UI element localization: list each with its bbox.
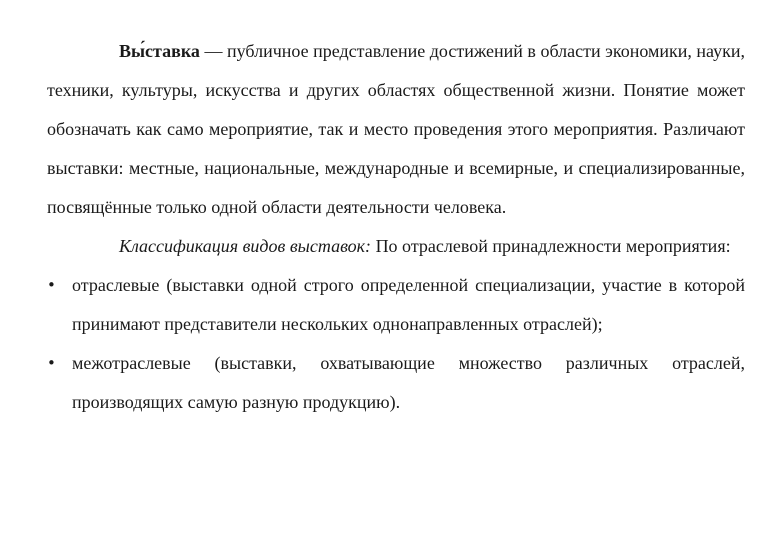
list-item — [47, 344, 745, 422]
bullet-icon: • — [47, 354, 56, 372]
definition-paragraph — [47, 32, 745, 227]
document-body — [47, 32, 745, 422]
definition-term: Вы́ставка — [119, 41, 200, 61]
list-item — [47, 266, 745, 344]
definition-text: — публичное представление достижений в области экономики, науки, техники, культуры, искусства и других областях общественной жизни. Понятие может обозначать как само мероприятие, так и место проведения этого мероприятия. Различают выставки: местные, национальные, международные и всемирные, и специализированные, посвящённые только одной области деятельности человека. — [47, 41, 745, 217]
classification-text: По отраслевой принадлежности мероприятия: — [371, 236, 731, 256]
list-item-text: межотраслевые (выставки, охватывающие множество различных отраслей, производящих самую разную продукцию). — [72, 353, 745, 412]
list-item-text: отраслевые (выставки одной строго определенной специализации, участие в которой принимают представители нескольких однонаправленных отраслей); — [72, 275, 745, 334]
classification-list — [47, 266, 745, 422]
classification-paragraph — [47, 227, 745, 266]
bullet-icon: • — [47, 276, 56, 294]
classification-heading: Классификация видов выставок: — [119, 236, 372, 256]
